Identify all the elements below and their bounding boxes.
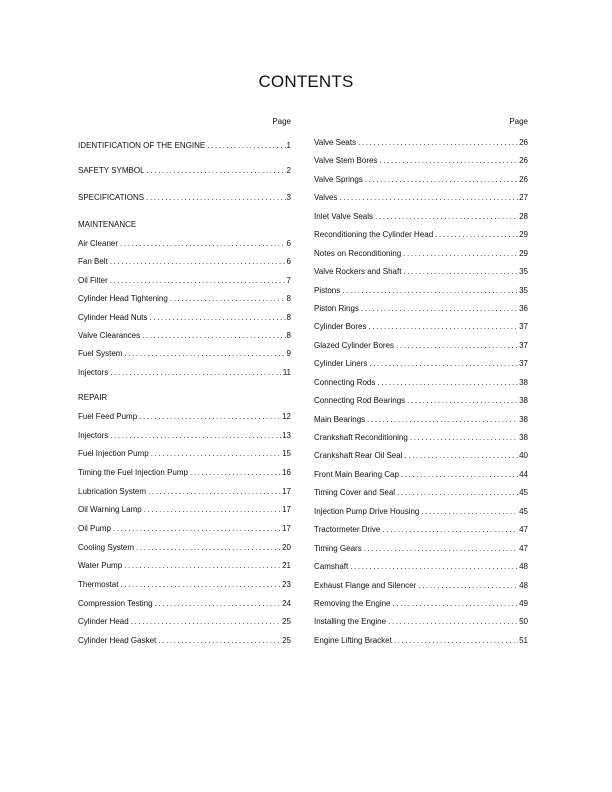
dot-leader xyxy=(113,523,281,535)
toc-entry[interactable] xyxy=(78,523,291,535)
toc-entry[interactable] xyxy=(314,321,528,333)
toc-entry-page: 44 xyxy=(519,469,528,479)
toc-entry-page: 13 xyxy=(282,430,291,440)
toc-entry-page: 11 xyxy=(282,367,291,377)
toc-entry-page: 8 xyxy=(286,294,291,304)
toc-entry[interactable] xyxy=(314,211,528,223)
toc-entry-page: 36 xyxy=(519,303,528,313)
toc-entry-page: 26 xyxy=(519,138,528,147)
toc-entry-title: Cylinder Liners xyxy=(314,359,368,369)
dot-leader xyxy=(110,367,281,379)
toc-entry-title: Cylinder Bores xyxy=(314,322,367,332)
toc-entry[interactable] xyxy=(314,303,528,315)
toc-entry-page: 25 xyxy=(282,636,291,646)
toc-entry-title: Valve Rockers and Shaft xyxy=(314,267,402,277)
toc-entry-title: Valve Springs xyxy=(314,174,363,184)
toc-entry[interactable] xyxy=(314,229,528,241)
toc-entry-page: 45 xyxy=(519,488,528,498)
dot-leader xyxy=(375,211,518,223)
dot-leader xyxy=(377,377,518,389)
toc-entry-title: Installing the Engine xyxy=(314,617,387,627)
toc-entry[interactable] xyxy=(314,414,528,426)
toc-entry-page: 9 xyxy=(286,349,291,359)
toc-entry[interactable] xyxy=(78,504,291,516)
dot-leader xyxy=(403,248,518,260)
toc-entry-title: Thermostat xyxy=(78,580,119,590)
toc-entry[interactable] xyxy=(78,293,291,305)
toc-entry[interactable] xyxy=(314,377,528,389)
toc-entry[interactable] xyxy=(78,411,291,423)
toc-entry[interactable] xyxy=(78,560,291,572)
toc-entry-title: Notes on Reconditioning xyxy=(314,248,402,258)
toc-entry-page: 16 xyxy=(282,468,291,477)
toc-entry[interactable] xyxy=(78,430,291,442)
toc-entry[interactable] xyxy=(314,285,528,297)
toc-entry-page: 27 xyxy=(519,193,528,203)
toc-entry-title: Air Cleaner xyxy=(78,239,119,248)
toc-entry-page: 6 xyxy=(286,239,291,248)
toc-entry-title: Injectors xyxy=(78,367,109,377)
dot-leader xyxy=(350,561,518,573)
toc-entry-title: Oil Filter xyxy=(78,275,108,285)
toc-entry[interactable] xyxy=(314,487,528,499)
dot-leader xyxy=(397,487,518,499)
toc-entry-title: Oil Pump xyxy=(78,524,111,534)
toc-entry-page: 49 xyxy=(519,599,528,608)
dot-leader xyxy=(142,330,285,342)
dot-leader xyxy=(151,448,281,460)
dot-leader xyxy=(369,358,518,370)
dot-leader xyxy=(365,174,518,186)
dot-leader xyxy=(421,506,518,518)
toc-entry-page: 1 xyxy=(286,141,291,150)
toc-entry-title: Water Pump xyxy=(78,561,123,571)
dot-leader xyxy=(368,321,518,333)
toc-entry-page: 24 xyxy=(282,598,291,608)
toc-entry-title: Engine Lifting Bracket xyxy=(314,635,392,645)
toc-entry-page: 21 xyxy=(282,561,291,571)
toc-entry-page: 20 xyxy=(282,542,291,552)
dot-leader xyxy=(404,450,518,462)
toc-entry[interactable] xyxy=(78,367,291,379)
toc-entry-title: Timing Gears xyxy=(314,543,362,553)
dot-leader xyxy=(396,340,518,352)
toc-entry-page: 17 xyxy=(282,486,291,496)
dot-leader xyxy=(149,312,285,324)
toc-entry[interactable] xyxy=(78,579,291,591)
toc-entry-title: IDENTIFICATION OF THE ENGINE xyxy=(78,141,206,150)
toc-entry-page: 29 xyxy=(519,230,528,240)
toc-entry-page: 28 xyxy=(519,211,528,221)
dot-leader xyxy=(155,598,282,610)
toc-entry-page: 50 xyxy=(519,617,528,627)
toc-entry[interactable] xyxy=(314,450,528,462)
toc-entry-title: SPECIFICATIONS xyxy=(78,193,145,202)
toc-entry-page: 48 xyxy=(519,562,528,572)
toc-entry[interactable] xyxy=(314,616,528,628)
dot-leader xyxy=(124,560,281,572)
toc-entry-page: 17 xyxy=(282,524,291,534)
toc-entry[interactable] xyxy=(314,561,528,573)
dot-leader xyxy=(158,635,281,647)
dot-leader xyxy=(136,542,281,554)
toc-entry-title: Main Bearings xyxy=(314,414,366,424)
toc-entry-title: Valve Seats xyxy=(314,138,357,147)
toc-entry[interactable] xyxy=(314,174,528,186)
toc-entry[interactable] xyxy=(78,467,291,479)
dot-leader xyxy=(364,543,518,555)
toc-entry-title: Crankshaft Reconditioning xyxy=(314,433,408,443)
toc-entry[interactable] xyxy=(314,469,528,481)
toc-entry[interactable] xyxy=(314,137,528,149)
toc-entry-title: Piston Rings xyxy=(314,303,359,313)
toc-entry[interactable] xyxy=(78,312,291,324)
dot-leader xyxy=(367,414,518,426)
toc-entry-title: Exhaust Flange and Silencer xyxy=(314,580,417,590)
toc-entry-page: 7 xyxy=(286,275,291,285)
dot-leader xyxy=(410,432,518,444)
toc-entry-title: Cylinder Head Nuts xyxy=(78,312,148,322)
dot-leader xyxy=(393,598,519,610)
dot-leader xyxy=(435,229,518,241)
toc-entry[interactable] xyxy=(78,448,291,460)
toc-entry[interactable] xyxy=(78,635,291,647)
dot-leader xyxy=(148,486,281,498)
dot-leader xyxy=(110,256,286,268)
page-title: CONTENTS xyxy=(258,72,354,91)
toc-entry-page: 17 xyxy=(282,505,291,515)
toc-entry-page: 47 xyxy=(519,525,528,535)
toc-entry[interactable] xyxy=(78,238,291,250)
toc-entry-page: 38 xyxy=(519,414,528,424)
dot-leader xyxy=(131,616,281,628)
toc-entry[interactable] xyxy=(314,635,528,647)
toc-entry-page: 51 xyxy=(519,635,528,645)
toc-entry-page: 6 xyxy=(286,257,291,267)
dot-leader xyxy=(401,469,518,481)
dot-leader xyxy=(418,580,518,592)
toc-entry-page: 8 xyxy=(286,331,291,340)
toc-entry[interactable] xyxy=(78,486,291,498)
dot-leader xyxy=(382,524,518,536)
toc-entry[interactable] xyxy=(78,140,291,152)
toc-entry-page: 37 xyxy=(519,340,528,350)
toc-entry-page: 38 xyxy=(519,396,528,406)
toc-entry-page: 45 xyxy=(519,506,528,516)
toc-entry-page: 25 xyxy=(282,617,291,627)
dot-leader xyxy=(361,303,518,315)
toc-entry-title: Crankshaft Rear Oil Seal xyxy=(314,451,403,461)
toc-entry-page: 38 xyxy=(519,433,528,443)
toc-entry[interactable] xyxy=(314,266,528,278)
toc-entry-page: 3 xyxy=(286,193,291,202)
toc-entry[interactable] xyxy=(314,340,528,352)
toc-entry-title: Cylinder Head Gasket xyxy=(78,636,157,646)
toc-entry-title: Removing the Engine xyxy=(314,599,391,608)
toc-entry[interactable] xyxy=(314,358,528,370)
toc-entry[interactable] xyxy=(314,580,528,592)
toc-entry-title: Cooling System xyxy=(78,542,135,552)
toc-entry-page: 2 xyxy=(286,166,291,175)
toc-entry-title: Valves xyxy=(314,193,338,203)
toc-entry-title: Camshaft xyxy=(314,562,349,572)
toc-entry-page: 35 xyxy=(519,267,528,277)
toc-entry-page: 47 xyxy=(519,543,528,553)
toc-entry-title: Cylinder Head xyxy=(78,617,129,627)
toc-entry[interactable] xyxy=(314,248,528,260)
toc-entry[interactable] xyxy=(314,155,528,167)
toc-entry[interactable] xyxy=(314,543,528,555)
toc-entry-page: 37 xyxy=(519,322,528,332)
dot-leader xyxy=(120,238,286,250)
toc-entry[interactable] xyxy=(78,542,291,554)
toc-entry-page: 26 xyxy=(519,174,528,184)
toc-entry-title: Front Main Bearing Cap xyxy=(314,469,399,479)
toc-entry[interactable] xyxy=(78,256,291,268)
toc-entry-page: 38 xyxy=(519,377,528,387)
toc-entry-title: Timing Cover and Seal xyxy=(314,488,396,498)
toc-entry-page: 48 xyxy=(519,580,528,590)
toc-entry-page: 23 xyxy=(282,580,291,590)
toc-entry-title: SAFETY SYMBOL xyxy=(78,166,145,175)
toc-entry-title: Tractormeter Drive xyxy=(314,525,381,535)
toc-entry-page: 8 xyxy=(286,312,291,322)
toc-entry[interactable] xyxy=(314,192,528,204)
dot-leader xyxy=(144,504,281,516)
dot-leader xyxy=(124,348,285,360)
toc-entry-page: 29 xyxy=(519,248,528,258)
toc-entry[interactable] xyxy=(314,506,528,518)
dot-leader xyxy=(110,275,286,287)
toc-entry-title: Fan Belt xyxy=(78,257,108,267)
toc-entry-title: Reconditioning the Cylinder Head xyxy=(314,230,434,240)
toc-entry-title: Connecting Rod Bearings xyxy=(314,396,406,406)
toc-entry[interactable] xyxy=(78,192,291,204)
toc-entry-title: Pistons xyxy=(314,285,341,295)
dot-leader xyxy=(139,411,281,423)
toc-entry[interactable] xyxy=(78,598,291,610)
dot-leader xyxy=(190,467,281,479)
toc-entry-title: Valve Stem Bores xyxy=(314,156,378,166)
toc-entry[interactable] xyxy=(314,432,528,444)
toc-entry-page: 26 xyxy=(519,156,528,166)
toc-entry-title: Injection Pump Drive Housing xyxy=(314,506,420,516)
dot-leader xyxy=(403,266,518,278)
toc-entry-title: Fuel Injection Pump xyxy=(78,449,149,459)
dot-leader xyxy=(342,285,518,297)
toc-entry-title: Timing the Fuel Injection Pump xyxy=(78,468,188,477)
toc-entry[interactable] xyxy=(314,524,528,536)
toc-entry-page: 37 xyxy=(519,359,528,369)
dot-leader xyxy=(170,293,286,305)
toc-entry-title: Connecting Rods xyxy=(314,377,376,387)
toc-entry-title: Inlet Valve Seals xyxy=(314,211,373,221)
toc-entry-title: Glazed Cylinder Bores xyxy=(314,340,395,350)
toc-entry[interactable] xyxy=(78,348,291,360)
toc-entry[interactable] xyxy=(78,165,291,177)
section-heading-maintenance: MAINTENANCE xyxy=(78,220,137,229)
page-column-header-left: Page xyxy=(272,117,291,126)
toc-entry-page: 12 xyxy=(282,412,291,421)
toc-entry[interactable] xyxy=(78,275,291,287)
toc-entry[interactable] xyxy=(314,395,528,407)
section-heading-repair: REPAIR xyxy=(78,393,108,402)
toc-entry-title: Cylinder Head Tightening xyxy=(78,294,168,304)
dot-leader xyxy=(339,192,518,204)
toc-entry-title: Injectors xyxy=(78,430,109,440)
dot-leader xyxy=(146,192,285,204)
page-column-header-right: Page xyxy=(509,117,528,126)
toc-entry[interactable] xyxy=(78,616,291,628)
toc-entry-title: Oil Warning Lamp xyxy=(78,505,142,515)
dot-leader xyxy=(394,635,518,647)
dot-leader xyxy=(388,616,518,628)
toc-entry-title: Compression Testing xyxy=(78,598,153,608)
dot-leader xyxy=(207,140,285,152)
dot-leader xyxy=(407,395,518,407)
toc-entry-title: Fuel Feed Pump xyxy=(78,412,138,421)
dot-leader xyxy=(379,155,518,167)
toc-entry[interactable] xyxy=(78,330,291,342)
dot-leader xyxy=(358,137,518,149)
toc-entry[interactable] xyxy=(314,598,528,610)
dot-leader xyxy=(110,430,281,442)
toc-entry-page: 40 xyxy=(519,451,528,461)
toc-entry-title: Fuel System xyxy=(78,349,123,359)
toc-entry-page: 15 xyxy=(282,449,291,459)
toc-entry-title: Lubrication System xyxy=(78,486,147,496)
toc-entry-title: Valve Clearances xyxy=(78,331,141,340)
dot-leader xyxy=(147,165,286,177)
toc-entry-page: 35 xyxy=(519,285,528,295)
dot-leader xyxy=(120,579,281,591)
